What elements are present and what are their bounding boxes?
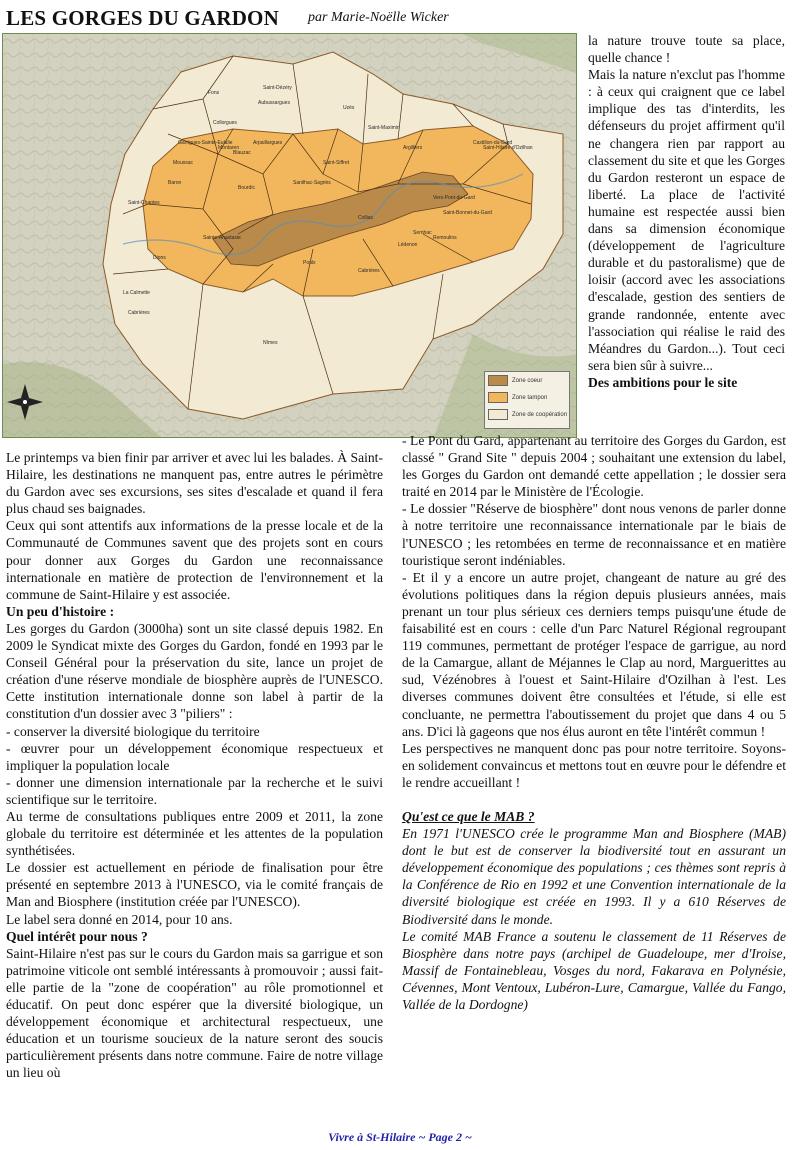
- mab-paragraph: En 1971 l'UNESCO crée le programme Man and Biosphere (MAB) dont le but est de conserver la biodiversité tout en assurant un développement économique des populations ; ces thèmes sont repris à la Conférence de Rio en 1992 et une Convention internationale de la diversité biologique est créée en 1993. Il y a 610 Réserves de Biodiversité dans le monde.: [402, 826, 786, 927]
- paragraph: Ceux qui sont attentifs aux informations de la presse locale et de la Communauté de Communes savent que des projets sont en cours pour donner aux Gorges du Gardon une reconnaissance internationale en matière de protection de l'environnement et la commune de Saint-Hilaire y est associée.: [6, 518, 383, 602]
- map-commune-label: Saint-Chaptes: [128, 200, 160, 206]
- map-commune-label: Moussac: [173, 160, 194, 166]
- legend-item-cooperation: [485, 406, 569, 423]
- map-commune-label: Arpaillargues: [253, 140, 283, 146]
- paragraph: Le label sera donné en 2014, pour 10 ans.: [6, 911, 233, 927]
- map-legend: [484, 371, 570, 429]
- section-heading: Un peu d'histoire :: [6, 603, 115, 619]
- map-commune-label: Dions: [153, 255, 166, 261]
- map-commune-label: Fons: [208, 90, 220, 96]
- right-top-column: [588, 32, 785, 391]
- map-commune-label: Sainte-Anastasie: [203, 235, 241, 241]
- paragraph: Le printemps va bien finir par arriver et avec lui les balades. À Saint-Hilaire, les destinations ne manquent pas, entre autres le périmètre du Gardon avec ses excursions, ses sites d'escalade et quand il fera plus chaud ses baignades.: [6, 450, 383, 517]
- section-heading: Des ambitions pour le site: [588, 374, 738, 390]
- article-title: LES GORGES DU GARDON: [6, 6, 279, 30]
- paragraph: Mais la nature n'exclut pas l'homme : à ceux qui craignent que ce label implique des tas d'interdits, les défenseurs du projet affirment qu'il ne changera rien par rapport au classement du site et que les Gorges du Gardon resteront un espace de liberté. La place de l'activité humaine est respectée aussi bien dans sa dimension économique (développement de l'agriculture durable et du pastoralisme) que de loisir (accord avec les associations d'escalade, gestion des sentiers de grande randonnée, entente avec l'association qui réalise le raid des Méandres du Gardon...). Tout ceci sera bien sûr à suivre...: [588, 67, 785, 373]
- paragraph: la nature trouve toute sa place, quelle chance !: [588, 33, 785, 66]
- bullet-item: - conserver la diversité biologique du territoire: [6, 723, 260, 739]
- map-commune-label: La Calmette: [123, 290, 150, 296]
- paragraph: Au terme de consultations publiques entre 2009 et 2011, la zone globale du territoire est déterminée et les attentes de la population synthétisées.: [6, 808, 383, 859]
- paragraph: - Le Pont du Gard, appartenant au territoire des Gorges du Gardon, est classé " Grand Site " depuis 2004 ; souhaitant une extension du label, les Gorges du Gardon ont demandé cette appellation ; le dossier sera traité en 2014 par le Ministère de l'Écologie.: [402, 433, 786, 500]
- map-commune-label: Garrigues-Sainte-Eulalie: [178, 140, 233, 146]
- map-commune-label: Sanilhac-Sagriès: [293, 180, 331, 186]
- swatch-cooperation: [488, 409, 508, 420]
- map-commune-label: Saint-Siffret: [323, 160, 350, 166]
- paragraph: Les gorges du Gardon (3000ha) sont un site classé depuis 1982. En 2009 le Syndicat mixte des Gorges du Gardon, fondé en 1993 par le Conseil Général pour la préservation du site, lance un projet de création d'une réserve mondiale de biosphère auprès de l'UNESCO. Cette institution internationale donne son label à partir de la constitution d'un dossier avec 3 "piliers" :: [6, 620, 383, 722]
- map-commune-label: Nîmes: [263, 340, 278, 346]
- paragraph: Saint-Hilaire n'est pas sur le cours du Gardon mais sa garrigue et son patrimoine viticole ont semblé intéressants à promouvoir ; aussi fait-elle partie de la "zone de coopération" au rôle promotionnel et éducatif. On peut donc espérer que la diversité biologique, un développement économique et architectural respectueux, une éducation et un tourisme soucieux de la nature seront des soucis particulièrement présents dans notre commune. Faire de notre village un lieu où: [6, 945, 383, 1081]
- map-commune-label: Collias: [358, 215, 374, 221]
- page-footer: Vivre à St-Hilaire ~ Page 2 ~: [328, 1130, 472, 1144]
- map-commune-label: Cabrières: [358, 268, 380, 274]
- legend-item-tampon: [485, 389, 569, 406]
- swatch-coeur: [488, 375, 508, 386]
- left-column: [6, 449, 383, 1081]
- map-commune-label: Bourdic: [238, 185, 255, 191]
- map-commune-label: Remoulins: [433, 235, 457, 241]
- legend-label: Zone coeur: [512, 377, 543, 384]
- map-commune-label: Saint-Bonnet-du-Gard: [443, 210, 492, 216]
- bullet-item: - œuvrer pour un développement économique respectueux et impliquer la population locale: [6, 740, 383, 773]
- map-commune-label: Lédenon: [398, 242, 418, 248]
- map-commune-label: Collorgues: [213, 120, 237, 126]
- map-commune-label: Sernhac: [413, 230, 432, 236]
- map-commune-label: Castillon-du-Gard: [473, 140, 513, 146]
- legend-item-coeur: [485, 372, 569, 389]
- legend-label: Zone tampon: [512, 394, 548, 401]
- spacer: [402, 791, 786, 808]
- map-commune-label: Poulx: [303, 260, 316, 266]
- paragraph: Les perspectives ne manquent donc pas pour notre territoire. Soyons-en solidement convaincus et mettons tout en œuvre pour le défendre et le rendre accueillant !: [402, 740, 786, 790]
- map-commune-label: Uzès: [343, 105, 355, 111]
- map-commune-label: Cabrières: [128, 310, 150, 316]
- map-commune-label: Argilliers: [403, 145, 423, 151]
- map-commune-label: Saint-Dézéry: [263, 85, 292, 91]
- territory-map: [2, 33, 577, 438]
- section-heading: Quel intérêt pour nous ?: [6, 928, 148, 944]
- map-commune-label: Baron: [168, 180, 182, 186]
- swatch-tampon: [488, 392, 508, 403]
- map-commune-label: Blauzac: [233, 150, 251, 156]
- map-commune-label: Aubussargues: [258, 100, 290, 106]
- paragraph: - Le dossier "Réserve de biosphère" dont nous venons de parler donne à notre territoire une reconnaissance internationale par le biais de l'UNESCO ; les retombées en terme de reconnaissance et en matière touristique seront indéniables.: [402, 501, 786, 568]
- bullet-item: - donner une dimension internationale par la recherche et le suivi scientifique sur le territoire.: [6, 774, 383, 807]
- legend-label: Zone de coopération: [512, 411, 568, 418]
- mab-paragraph: Le comité MAB France a soutenu le classement de 11 Réserves de Biosphère dans notre pays (archipel de Guadeloupe, mer d'Iroise, Massif de Fontainebleau, Vosges du nord, Fakarava en Polynésie, Cévennes, Mont Ventoux, Lubéron-Lure, Camargue, Vallée du Fango, Vallée de la Dordogne): [402, 928, 786, 1012]
- map-commune-label: Saint-Hilaire-d'Ozilhan: [483, 145, 533, 151]
- map-commune-label: Vers-Pont-du-Gard: [433, 195, 475, 201]
- paragraph: - Et il y a encore un autre projet, changeant de nature au gré des évolutions politiques dans la région depuis plusieurs années, mais prenant un tour plus sérieux ces derniers temps puisqu'une étude de faisabilité est en cours : celle d'un Parc Naturel Régional regroupant 119 communes, permettant de protéger l'espace de garrigue, au nord de la Camargue, allant de Méjannes le Clap au nord, Marguerittes au sud, Vézénobres à l'ouest et Saint-Hilaire d'Ozilhan à l'est. Les diverses communes doivent être consultées et l'étude, si elle est concluante, ne permettra l'aboutissement du projet que dans 4 ou 5 ans. D'ici là gageons que nos élus auront en tête l'intérêt commun !: [402, 569, 786, 739]
- right-column: [402, 432, 786, 1013]
- author-byline: par Marie-Noëlle Wicker: [308, 10, 449, 25]
- map-commune-label: Montaren: [218, 145, 240, 151]
- mab-heading: Qu'est ce que le MAB ?: [402, 808, 535, 824]
- map-commune-label: Saint-Maximin: [368, 125, 400, 131]
- paragraph: Le dossier est actuellement en période de finalisation pour être présenté en septembre 2013 à l'UNESCO, via le comité français de Man and Biosphere (institution créée par l'UNESCO).: [6, 860, 383, 910]
